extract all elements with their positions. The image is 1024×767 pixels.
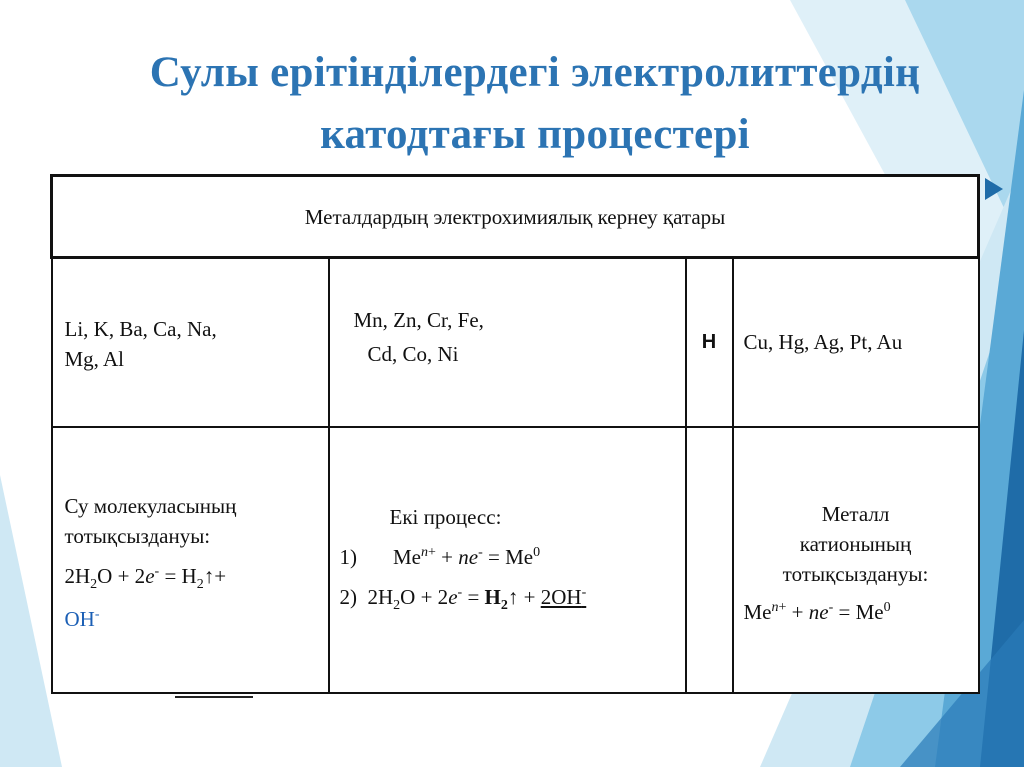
- metal-cation-line1: Металл: [821, 501, 890, 526]
- process-2: 2) $2H_2O + 2e^-$ = $H_2↑ + 2OH^-$: [339, 584, 587, 614]
- table-header: Металдардың электрохимиялық кернеу қатары: [52, 176, 979, 258]
- metal-cation-line2: катионының: [799, 531, 912, 556]
- metal-group-inactive: Cu, Hg, Ag, Pt, Au: [733, 258, 979, 427]
- title-line-1: Сулы ерітінділердегі электролиттердің: [149, 49, 921, 96]
- hydroxide-ion: OH-: [64, 607, 100, 632]
- metal-group-active-line1: Li, K, Ba, Ca, Na,: [64, 317, 217, 342]
- metal-group-medium-line1: Mn, Zn, Cr, Fe,: [353, 308, 484, 333]
- process-1: 1) $Me^{n+} + ne^- = Me^0$: [339, 544, 541, 569]
- metal-group-medium-line2: Cd, Co, Ni: [367, 342, 459, 367]
- metal-cation-equation: $Me^{n+} + ne^- = Me^0$: [743, 599, 891, 624]
- slide-title: [40, 42, 1024, 166]
- two-processes-cell: [329, 427, 686, 693]
- title-line-2: катодтағы процестері: [320, 111, 750, 158]
- water-reduction-equation: $2H_2O + 2e^-$ = $H_2↑+$: [64, 563, 227, 593]
- water-reduction-cell: [52, 427, 329, 693]
- metal-group-active: [52, 258, 329, 427]
- metal-cation-line3: тотықсыздануы:: [782, 561, 929, 586]
- electrochemical-series-table: [50, 174, 977, 691]
- two-processes-title: Екі процесс:: [389, 504, 502, 529]
- metal-group-medium: [329, 258, 686, 427]
- decorative-rule: [175, 696, 253, 698]
- metal-cation-reduction-cell: [733, 427, 979, 693]
- hydrogen-cell: H: [686, 258, 733, 427]
- process-1-number: 1): [339, 544, 357, 569]
- process-2-number: 2): [339, 584, 357, 609]
- hydrogen-empty-cell: [686, 427, 733, 693]
- metal-group-active-line2: Mg, Al: [64, 347, 125, 372]
- water-reduction-line2: тотықсыздануы:: [64, 523, 211, 548]
- water-reduction-line1: Су молекуласының: [64, 493, 237, 518]
